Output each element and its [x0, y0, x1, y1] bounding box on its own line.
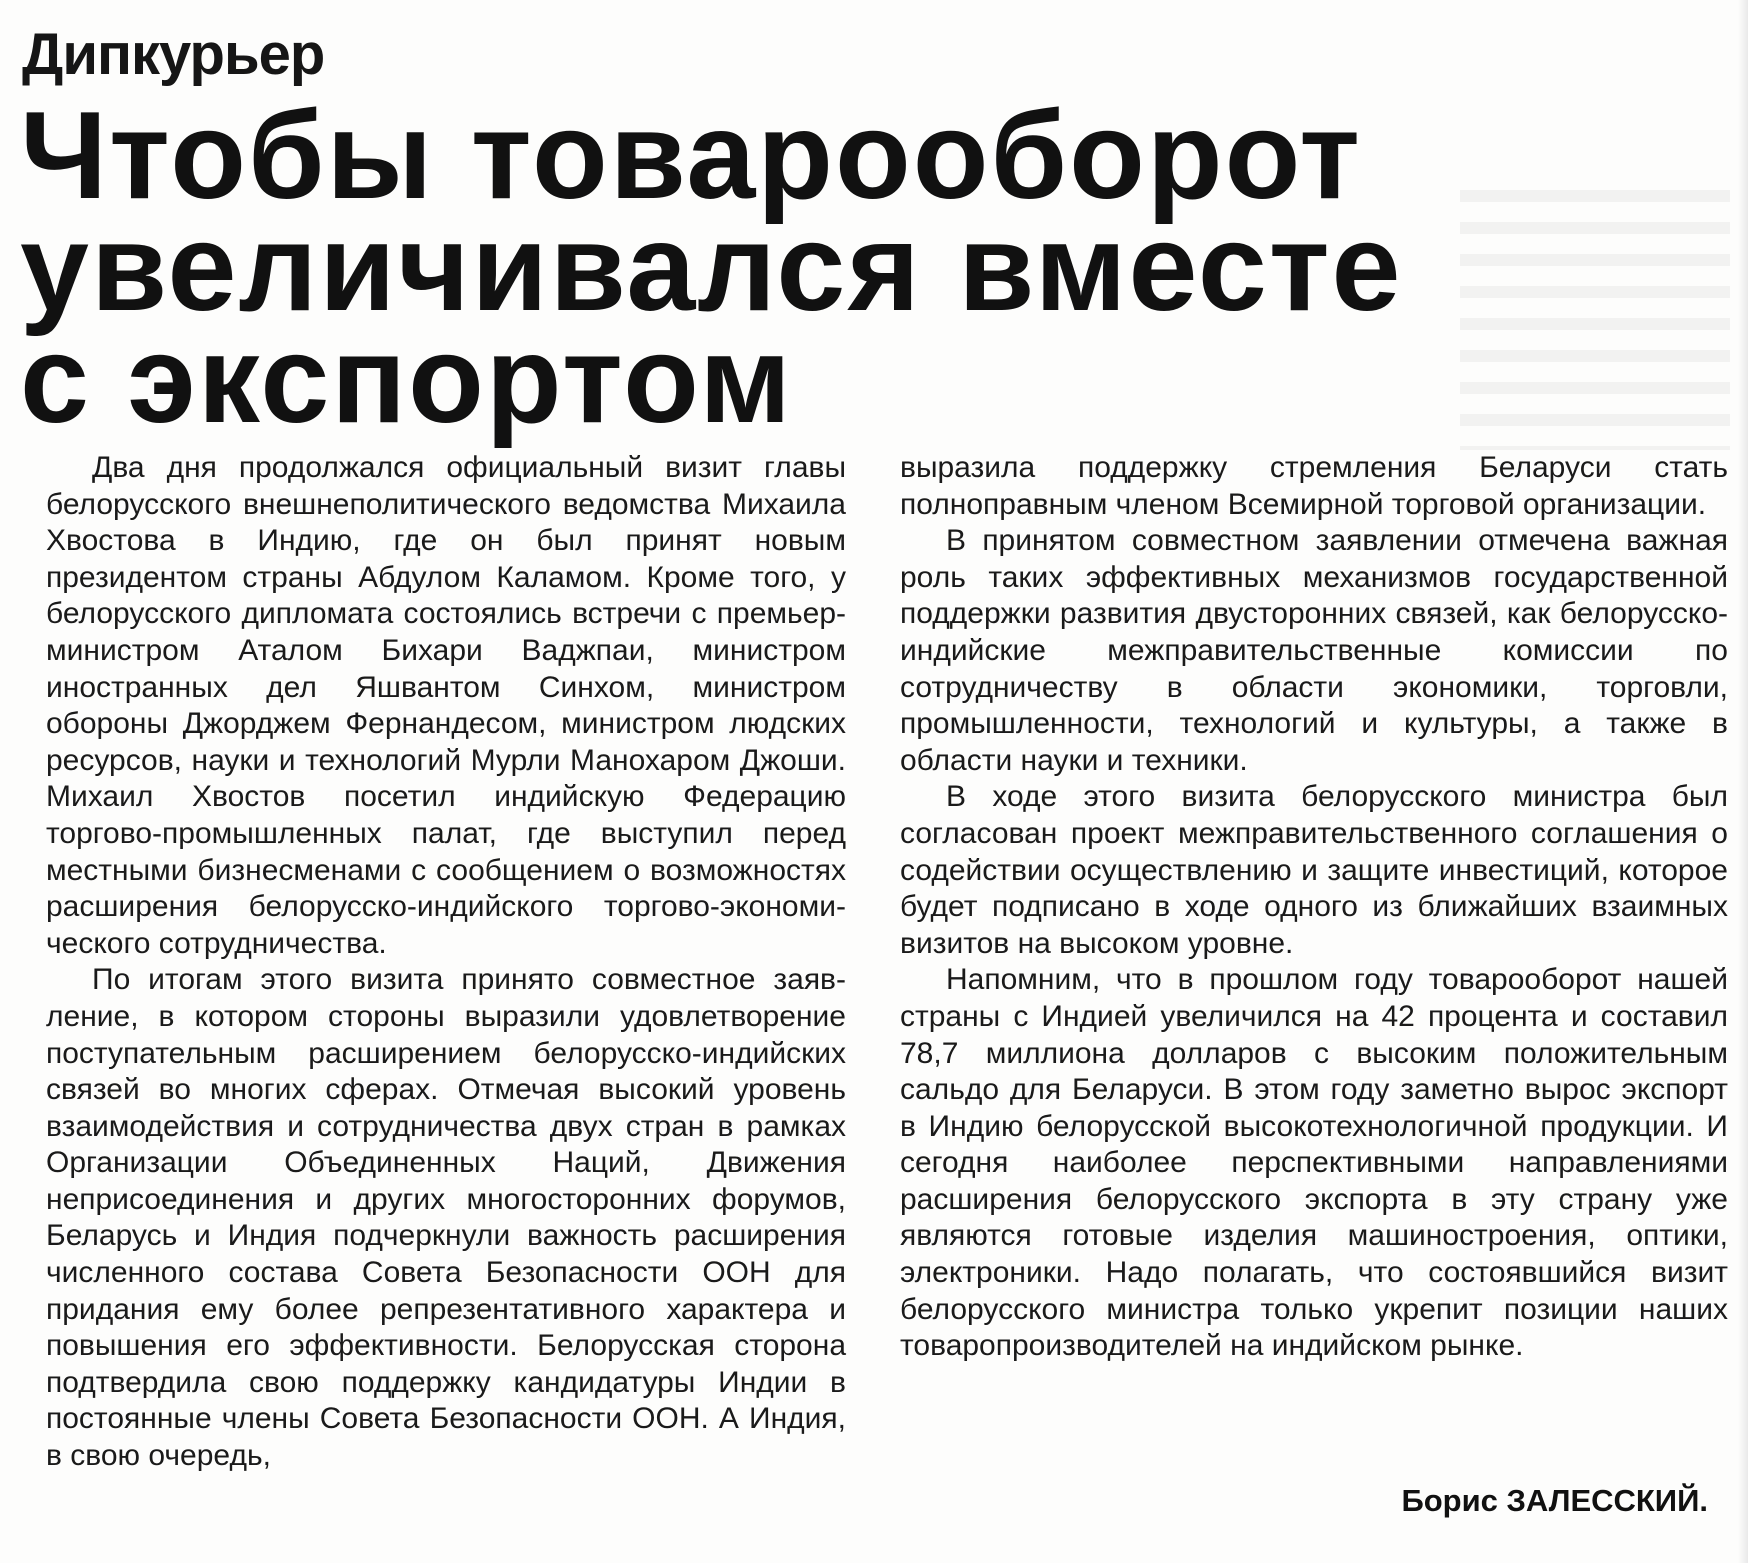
headline-line: увеличивался вместе — [20, 199, 1403, 337]
article-paragraph: В ходе этого визита белорусского министра был согласован проект межправительственного соглашения о содействии осуществлению и защите инвестиций, которое будет подписано в ходе одного из ближайших взаимных визитов на высоком уровне. — [900, 780, 1728, 960]
article-paragraph: В принятом совместном заявлении отмечена важная роль таких эффективных механизмов государственной поддержки развития двусторонних связей, как белорусско-индийские межправительственные комиссии по сотрудничеству в области экономики, торговли, промышленности, технологий и культуры, а также в области науки и техники. — [900, 524, 1728, 777]
headline-line: Чтобы товарооборот — [20, 87, 1362, 225]
article-paragraph: Два дня продолжался официальный визит главы белорусского внешнеполитического ведомства Михаила Хвостова в Индию, где он был принят новым президентом страны Абдулом Каламом. Кроме того, у белорусского дипломата состоялись встречи с премьер-министром Аталом Бихари Ваджпаи, министром иностранных дел Яшвантом Синхом, министром обороны Джорджем Фернандесом, министром людских ресурсов, науки и технологий Мурли Манохаром Джоши. Михаил Хвостов посетил индийскую Федерацию торгово-промышленных палат, где выступил перед местными бизнесменами с сообщением о возможностях расширения белорусско-индийского торгово-экономического сотрудничества. — [46, 451, 846, 960]
author-byline: Борис ЗАЛЕССКИЙ. — [1401, 1483, 1708, 1518]
article-paragraph: выразила поддержку стремления Беларуси стать полноправным членом Всемирной торговой организации. — [900, 451, 1728, 521]
headline-line: с экспортом — [20, 311, 793, 449]
article-paragraph: По итогам этого визита принято совместное заявление, в котором стороны выразили удовлетворение поступательным расширением белорусско-индийских связей во многих сферах. Отмечая высокий уровень взаимодействия и сотрудничества двух стран в рамках Организации Объединенных Наций, Движения неприсоединения и других многосторонних форумов, Беларусь и Индия подчеркнули важность расширения численного состава Совета Безопасности ООН для придания ему более репрезентативного характера и повышения его эффективности. Белорусская сторона подтвердила свою поддержку кандидатуры Индии в постоянные члены Совета Безопасности ООН. А Индия, в свою очередь, — [46, 963, 846, 1473]
paper-edge — [1738, 0, 1748, 1563]
article-column-right — [900, 450, 1728, 1365]
section-rubric: Дипкурьер — [22, 22, 325, 87]
article-headline — [20, 87, 1580, 449]
article-paragraph: Напомним, что в прошлом году товарооборот нашей страны с Индией увеличился на 42 процента и составил 78,7 миллиона долларов с высоким положительным сальдо для Беларуси. В этом году заметно вырос экспорт в Индию белорусской высокотехнологичной продукции. И сегодня наиболее перспективными направлениями расширения белорусского экспорта в эту страну уже являются готовые изделия машиностроения, оптики, электроники. Надо полагать, что состоявшийся визит белорусского министра только укрепит позиции наших товаропроизводителей на индийском рынке. — [900, 963, 1728, 1363]
article-column-left — [46, 450, 846, 1475]
